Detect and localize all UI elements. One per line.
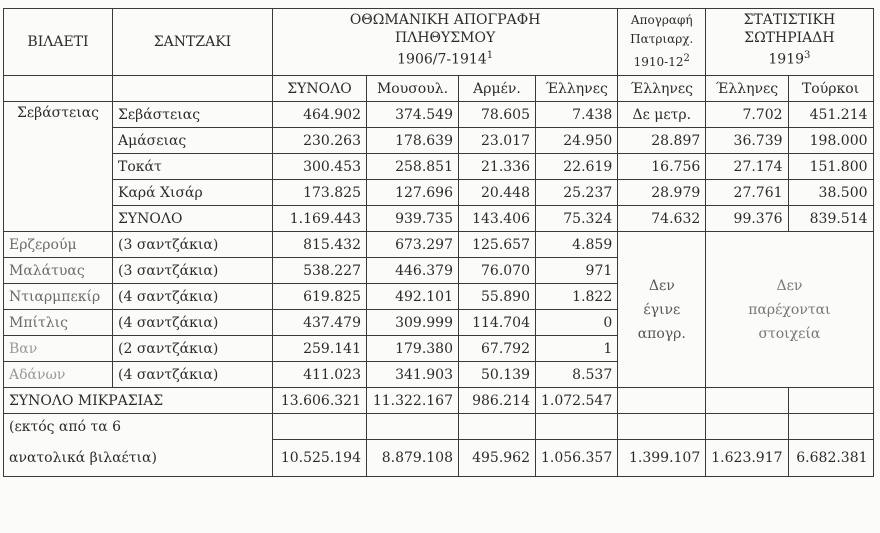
cell-greeks: 75.324 [536,206,618,232]
cell-total: 230.263 [273,128,367,154]
santzaki-count: (2 σαντζάκια) [113,336,273,362]
cell-greeks: 1.072.547 [536,388,618,414]
cell-muslims: 178.639 [367,128,459,154]
cell-total: 13.606.321 [273,388,367,414]
santzaki-total-label: ΣΥΝΟΛΟ [113,206,273,232]
cell-greeks: 1.056.357 [536,440,618,477]
cell-muslims: 939.735 [367,206,459,232]
cell-empty [273,414,367,440]
cell-muslims: 127.696 [367,180,459,206]
population-table [3,8,874,477]
cell-muslims: 673.297 [367,232,459,258]
table-row-subtotal [4,206,874,232]
table-row-excluding-label [4,414,874,440]
cell-total: 437.479 [273,310,367,336]
vilaeti-sevasteia: Σεβάστειας [4,102,113,232]
subheader-armenians: Αρμέν. [459,76,536,102]
santzaki-count: (4 σαντζάκια) [113,362,273,388]
cell-armenians: 143.406 [459,206,536,232]
cell-greeks: 25.237 [536,180,618,206]
cell-greeks: 971 [536,258,618,284]
sotiriadi-line1: ΣΤΑΤΙΣΤΙΚΗ [743,12,836,28]
excluding-label-line2: ανατολικά βιλαέτια) [4,440,273,477]
table-row [4,128,874,154]
santzaki-name: Αμάσειας [113,128,273,154]
cell-muslims: 446.379 [367,258,459,284]
header-vilaeti: ΒΙΛΑΕΤΙ [4,9,113,76]
cell-muslims: 8.879.108 [367,440,459,477]
patriarch-line1: Απογραφή [630,13,693,27]
note-line: στοιχεία [758,325,821,342]
note-line: έγινε [643,301,681,318]
cell-armenians: 986.214 [459,388,536,414]
header-row [4,9,874,76]
patriarch-line3: $1910-12^2$ [633,53,690,69]
santzaki-name: Σεβάστειας [113,102,273,128]
note-line: Δεν [776,277,803,294]
vilaeti-name: Ερζερούμ [4,232,113,258]
cell-turks-1919: 839.514 [788,206,873,232]
cell-greeks: 24.950 [536,128,618,154]
cell-total: 411.023 [273,362,367,388]
cell-greeks-1919: 27.761 [706,180,788,206]
cell-empty [367,414,459,440]
vilaeti-name: Αδάνων [4,362,113,388]
subheader-greeks: Έλληνες [536,76,618,102]
total-asia-minor-label: ΣΥΝΟΛΟ ΜΙΚΡΑΣΙΑΣ [4,388,273,414]
vilaeti-name: Βαν [4,336,113,362]
cell-greeks: 1 [536,336,618,362]
subheader-empty [113,76,273,102]
cell-armenians: 114.704 [459,310,536,336]
subheader-empty [4,76,113,102]
cell-total: 173.825 [273,180,367,206]
cell-armenians: 78.605 [459,102,536,128]
patriarch-line2: Πατριαρχ. [630,32,694,46]
cell-armenians: 67.792 [459,336,536,362]
cell-total: 815.432 [273,232,367,258]
cell-total: 464.902 [273,102,367,128]
vilaeti-name: Μπίτλις [4,310,113,336]
cell-armenians: 55.890 [459,284,536,310]
subheader-greeks-1919: Έλληνες [706,76,788,102]
cell-muslims: 309.999 [367,310,459,336]
cell-muslims: 179.380 [367,336,459,362]
cell-turks-1919: 151.800 [788,154,873,180]
cell-armenians: 50.139 [459,362,536,388]
sotiriadi-line3: 1919$^3$ [768,50,811,68]
cell-greeks-1919: 99.376 [706,206,788,232]
cell-total: 538.227 [273,258,367,284]
cell-turks-1919: 6.682.381 [788,440,873,477]
cell-muslims: 492.101 [367,284,459,310]
cell-greeks-1919: 36.739 [706,128,788,154]
cell-empty [536,414,618,440]
table-row [4,180,874,206]
cell-greeks-patriarch: 28.979 [618,180,706,206]
cell-greeks-1919: 1.623.917 [706,440,788,477]
subheader-total: ΣΥΝΟΛΟ [273,76,367,102]
subheader-greeks-patriarch: Έλληνες [618,76,706,102]
cell-total: 619.825 [273,284,367,310]
cell-muslims: 341.903 [367,362,459,388]
cell-greeks: 22.619 [536,154,618,180]
santzaki-count: (4 σαντζάκια) [113,284,273,310]
note-line: Δεν [648,277,675,294]
header-santzaki: ΣΑΝΤΖΑΚΙ [113,9,273,76]
subheader-muslims: Μουσουλ. [367,76,459,102]
cell-armenians: 21.336 [459,154,536,180]
table-row-excluding [4,440,874,477]
sotiriadi-no-data-note [706,232,873,388]
cell-total: 10.525.194 [273,440,367,477]
subheader-row [4,76,874,102]
cell-turks-1919: 198.000 [788,128,873,154]
sotiriadi-line2: ΣΩΤΗΡΙΑΔΗ [744,30,835,46]
cell-empty [618,414,706,440]
excluding-label-line1: (εκτός από τα 6 [4,414,273,440]
cell-empty [788,388,873,414]
table-row-total [4,388,874,414]
cell-armenians: 125.657 [459,232,536,258]
cell-greeks-1919: 27.174 [706,154,788,180]
cell-armenians: 20.448 [459,180,536,206]
cell-greeks: 4.859 [536,232,618,258]
cell-turks-1919: 451.214 [788,102,873,128]
cell-armenians: 495.962 [459,440,536,477]
cell-armenians: 76.070 [459,258,536,284]
cell-greeks: 8.537 [536,362,618,388]
ottoman-line1: ΟΘΩΜΑΝΙΚΗ ΑΠΟΓΡΑΦΗ [349,12,541,28]
cell-empty [706,388,788,414]
vilaeti-name: Μαλάτυας [4,258,113,284]
cell-total: 1.169.443 [273,206,367,232]
table-row [4,154,874,180]
cell-greeks: 7.438 [536,102,618,128]
santzaki-count: (4 σαντζάκια) [113,310,273,336]
patriarch-no-census-note [618,232,706,388]
cell-greeks-patriarch: 28.897 [618,128,706,154]
cell-greeks-patriarch: 74.632 [618,206,706,232]
cell-greeks: 0 [536,310,618,336]
cell-empty [618,388,706,414]
cell-total: 300.453 [273,154,367,180]
cell-empty [788,414,873,440]
header-sotiriadi-statistics [706,9,873,76]
vilaeti-name: Ντιαρμπεκίρ [4,284,113,310]
cell-greeks-patriarch: Δε μετρ. [618,102,706,128]
subheader-turks-1919: Τούρκοι [788,76,873,102]
note-line: παρέχονται [748,301,831,318]
cell-greeks: 1.822 [536,284,618,310]
santzaki-name: Τοκάτ [113,154,273,180]
cell-total: 259.141 [273,336,367,362]
cell-greeks-patriarch: 1.399.107 [618,440,706,477]
ottoman-line3: 1906/7-1914$^1$ [397,50,494,68]
cell-empty [459,414,536,440]
cell-muslims: 258.851 [367,154,459,180]
header-patriarch-census [618,9,706,76]
cell-greeks-patriarch: 16.756 [618,154,706,180]
table-row [4,232,874,258]
note-line: απογρ. [637,325,686,342]
cell-armenians: 23.017 [459,128,536,154]
cell-greeks-1919: 7.702 [706,102,788,128]
cell-muslims: 11.322.167 [367,388,459,414]
cell-turks-1919: 38.500 [788,180,873,206]
santzaki-count: (3 σαντζάκια) [113,232,273,258]
table-row [4,102,874,128]
header-ottoman-census [273,9,618,76]
cell-empty [706,414,788,440]
cell-muslims: 374.549 [367,102,459,128]
ottoman-line2: ΠΛΗΘΥΣΜΟΥ [395,30,496,46]
santzaki-count: (3 σαντζάκια) [113,258,273,284]
santzaki-name: Καρά Χισάρ [113,180,273,206]
